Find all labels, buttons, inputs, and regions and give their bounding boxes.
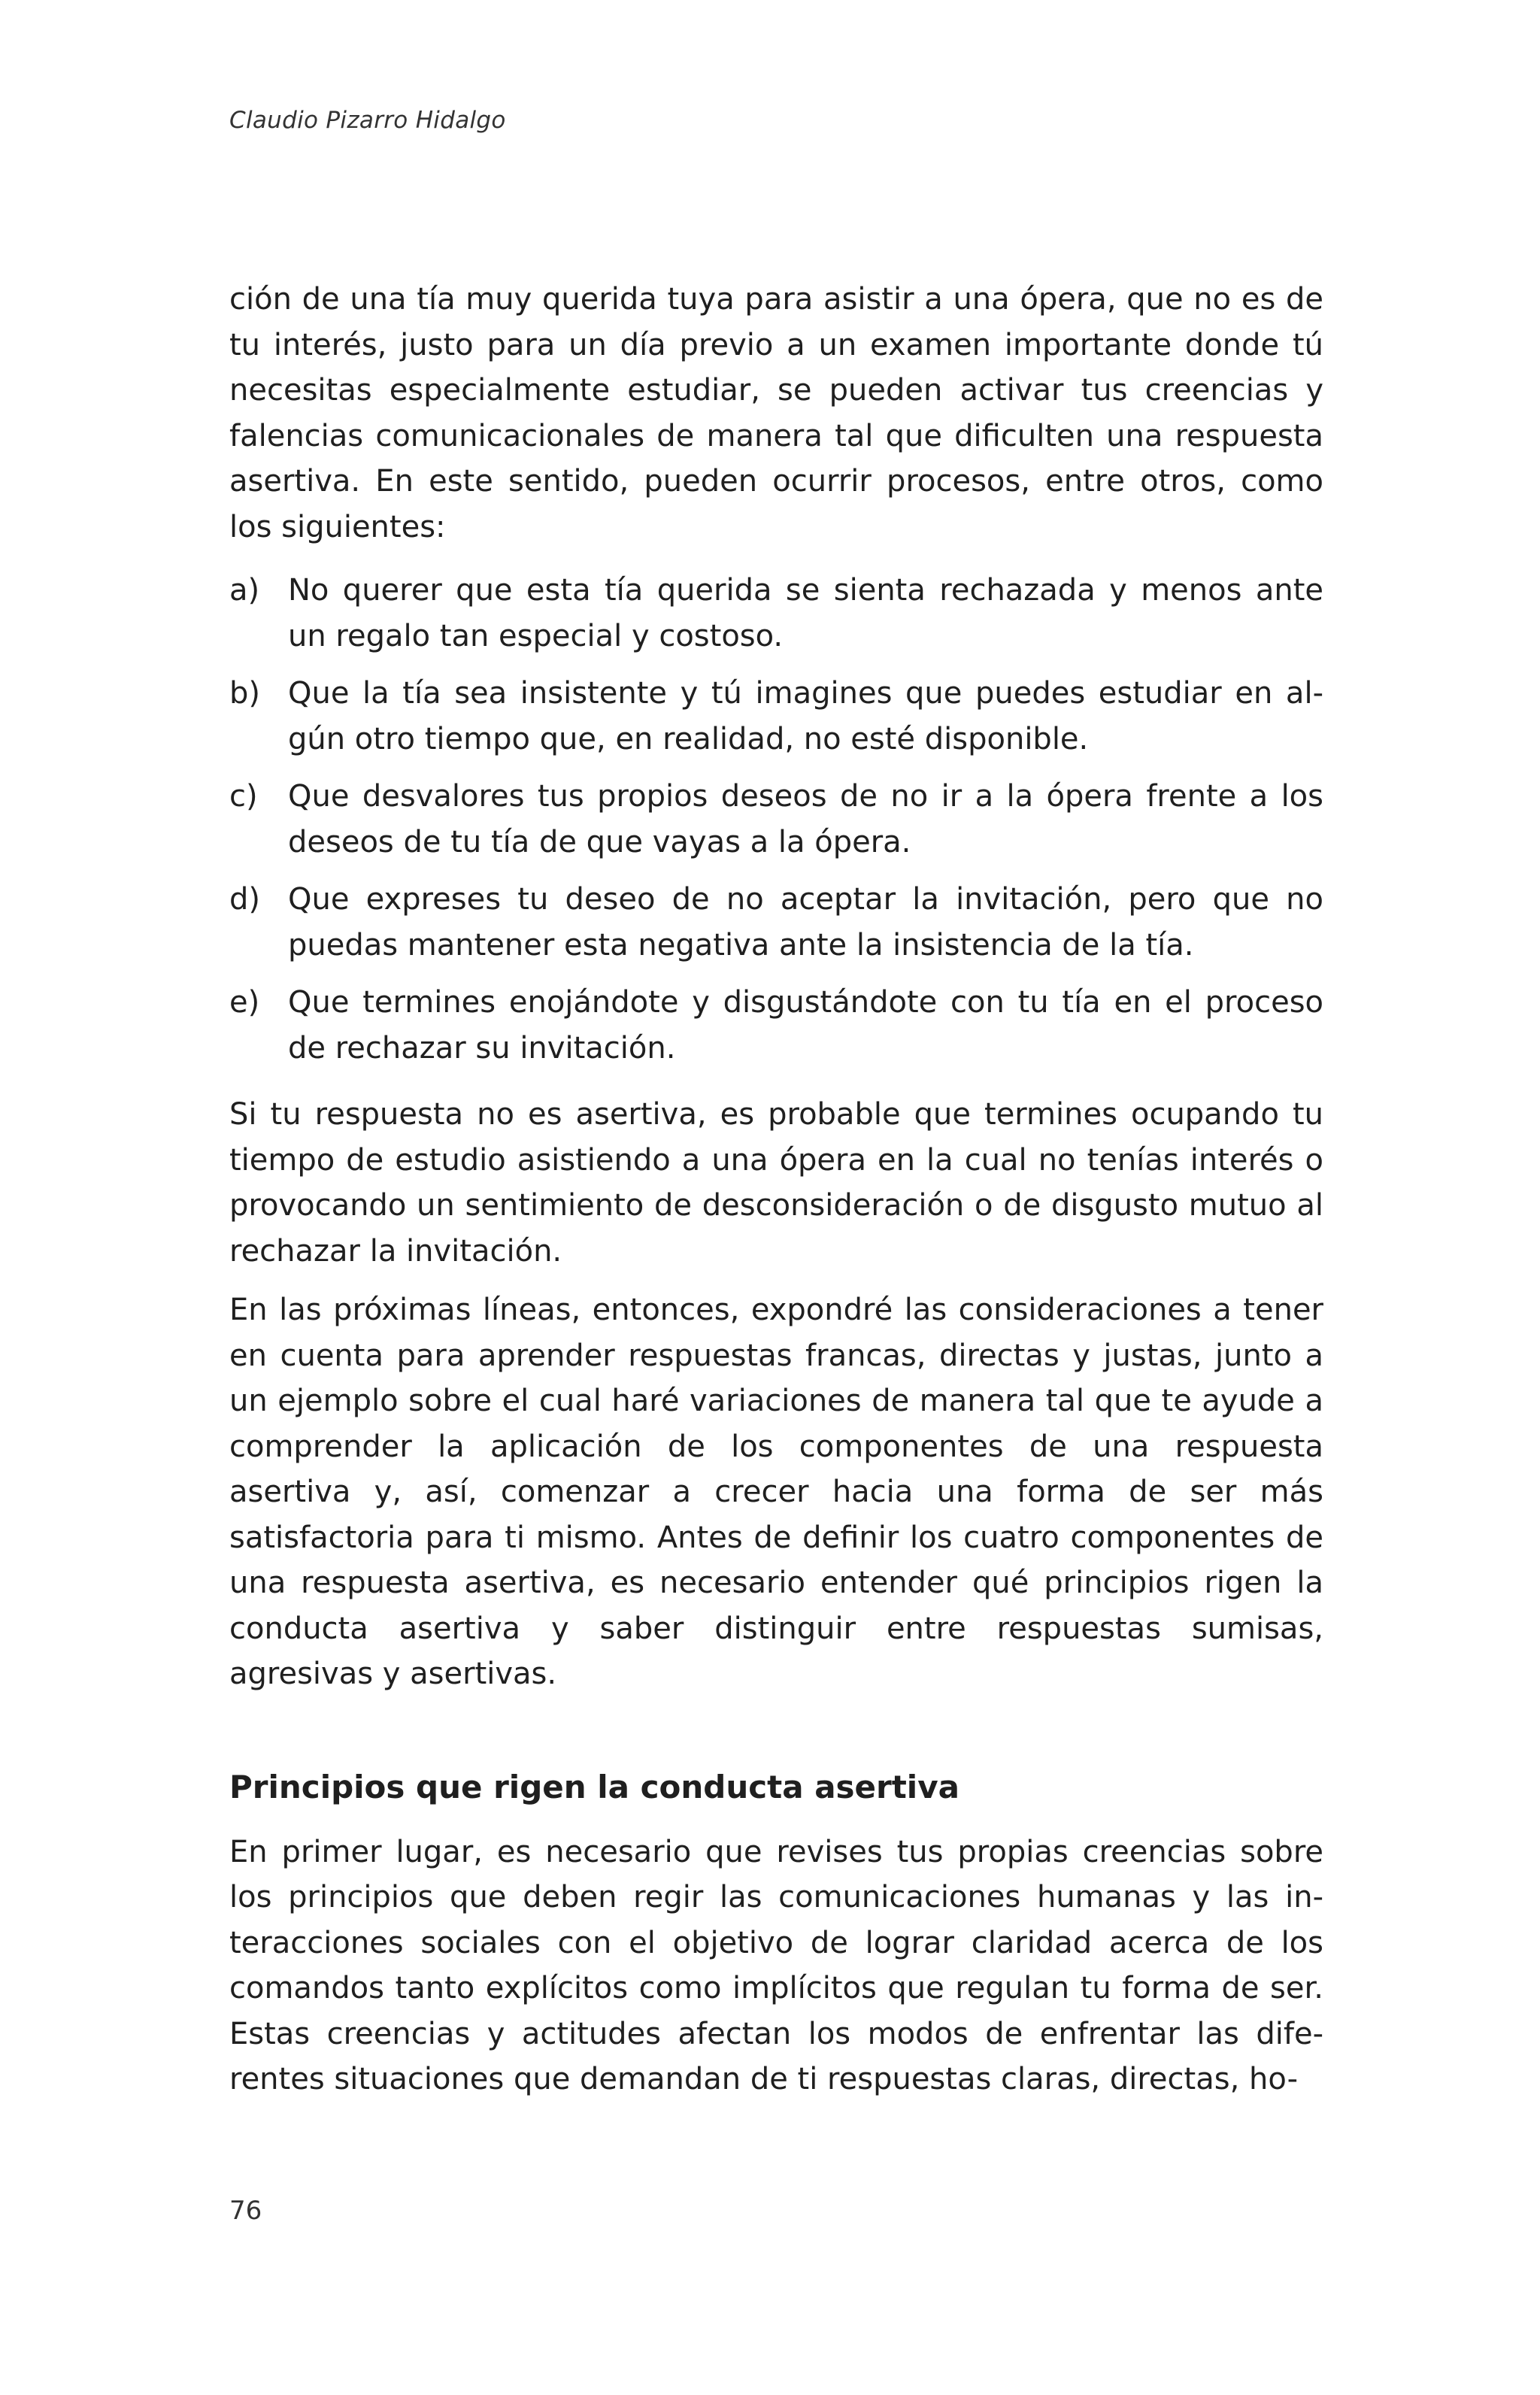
- list-marker: c): [229, 779, 258, 814]
- list-item-text: Que expreses tu deseo de no aceptar la invitación, pero que no puedas mantener esta negativa ante la insistencia de la tía.: [288, 882, 1323, 963]
- list-item: [229, 774, 1323, 865]
- list-item-text: Que termines enojándote y disgustándote con tu tía en el proceso de rechazar su invitación.: [288, 985, 1323, 1066]
- list-item-text: Que desvalores tus propios deseos de no ir a la ópera frente a los deseos de tu tía de que vayas a la ópera.: [288, 779, 1323, 859]
- list-item-text: No querer que esta tía querida se sienta rechazada y menos ante un regalo tan especial y costoso.: [288, 573, 1323, 653]
- paragraph-consequence: Si tu respuesta no es asertiva, es probable que termines ocupando tu tiempo de estudio asistiendo a una ópera en la cual no tenías interés o provocando un sentimiento de desconsideración o de disgusto mutuo al rechazar la invitación.: [229, 1097, 1323, 1269]
- section-heading: Principios que rigen la conducta asertiva: [229, 1768, 959, 1805]
- list-marker: e): [229, 985, 260, 1020]
- page-number: 76: [229, 2196, 262, 2226]
- paragraph-principles: En primer lugar, es necesario que revises tus propias creencias sobre los principios que deben regir las comunicaciones humanas y las interacciones sociales con el objetivo de lograr claridad acerca de los comandos tanto explícitos como implícitos que regulan tu forma de ser. Estas creencias y actitudes afectan los modos de enfrentar las diferentes situaciones que demandan de ti respuestas claras, directas, ho-: [229, 1834, 1323, 2096]
- list-item-text: Que la tía sea insistente y tú imagines que puedes estudiar en algún otro tiempo que, en realidad, no esté disponible.: [288, 676, 1323, 756]
- paragraph-overview: En las próximas líneas, entonces, expondré las consideraciones a tener en cuenta para aprender respuestas francas, directas y justas, junto a un ejemplo sobre el cual haré variaciones de manera tal que te ayude a comprender la aplicación de los componentes de una respuesta asertiva y, así, comenzar a crecer hacia una forma de ser más satisfactoria para ti mismo. Antes de definir los cuatro componentes de una respuesta asertiva, es necesario entender qué principios rigen la conducta asertiva y saber distinguir entre respuestas sumisas, agresivas y asertivas.: [229, 1293, 1323, 1691]
- list-item: [229, 671, 1323, 762]
- list-marker: a): [229, 573, 260, 608]
- numbered-list: [229, 568, 1323, 1071]
- page-body: [229, 277, 1323, 2116]
- list-item: [229, 568, 1323, 659]
- list-marker: d): [229, 882, 260, 917]
- list-item: [229, 980, 1323, 1071]
- intro-paragraph: ción de una tía muy querida tuya para asistir a una ópera, que no es de tu interés, justo para un día previo a un examen importante donde tú necesitas especialmente estudiar, se pueden activar tus creencias y falencias comunicacionales de manera tal que dificulten una respuesta asertiva. En este sentido, pueden ocurrir procesos, entre otros, como los siguientes:: [229, 282, 1323, 544]
- list-item: [229, 877, 1323, 968]
- list-marker: b): [229, 676, 260, 711]
- running-header-author: Claudio Pizarro Hidalgo: [229, 107, 506, 134]
